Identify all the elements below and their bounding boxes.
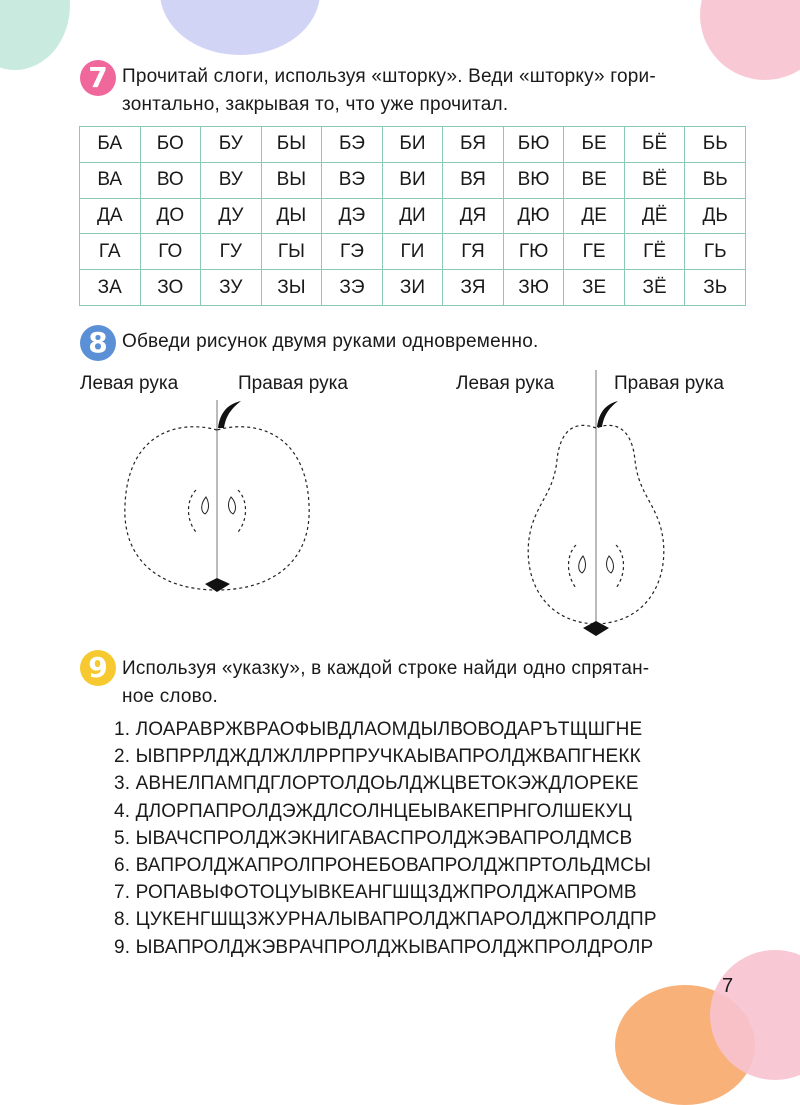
task7-line1: Прочитай слоги, используя «шторку». Веди «шторку» гори- [122,66,656,87]
syllable-cell: ГЫ [261,234,322,270]
syllable-cell: ГИ [382,234,443,270]
syllable-cell: БЯ [443,127,504,163]
decor-blob-green [0,0,70,70]
syllable-cell: ВИ [382,162,443,198]
syllable-cell: ДЯ [443,198,504,234]
syllable-cell: БИ [382,127,443,163]
syllable-cell: ЗЮ [503,270,564,306]
syllable-row [80,198,746,234]
syllable-cell: БЫ [261,127,322,163]
syllable-cell: БЕ [564,127,625,163]
syllable-cell: ДЭ [322,198,383,234]
syllable-cell: ДЫ [261,198,322,234]
letter-line: 1. ЛОАРАВРЖВРАОФЫВДЛАОМДЫЛВОВОДАРЪТЩШГНЕ [114,719,643,740]
right-hand-label-2: Правая рука [614,373,724,394]
syllable-cell: ЗЬ [685,270,746,306]
syllable-cell: ЗЯ [443,270,504,306]
syllable-cell: ВО [140,162,201,198]
syllable-table [79,126,746,306]
syllable-cell: БЁ [624,127,685,163]
syllable-cell: ВЫ [261,162,322,198]
syllable-cell: ВЁ [624,162,685,198]
syllable-cell: ГА [80,234,141,270]
syllable-cell: ВЭ [322,162,383,198]
left-hand-label-1: Левая рука [80,373,179,394]
syllable-cell: ГЭ [322,234,383,270]
syllable-cell: ВЕ [564,162,625,198]
syllable-cell: ГУ [201,234,262,270]
syllable-cell: ГЬ [685,234,746,270]
syllable-cell: БА [80,127,141,163]
syllable-cell: ВУ [201,162,262,198]
letter-line: 3. АВНЕЛПАМПДГЛОРТОЛДОЬЛДЖЦВЕТОКЭЖДЛОРЕКЕ [114,773,639,795]
task7-instruction [122,63,742,119]
page-number: 7 [722,975,734,997]
letter-line: 6. ВАПРОЛДЖАПРОЛПРОНЕБОВАПРОЛДЖПРТОЛЬДМСЫ [114,855,652,877]
letter-line: 5. ЫВАЧСПРОЛДЖЭКНИГАВАСПРОЛДЖЭВАПРОЛДМСВ [114,827,633,849]
right-hand-label-1: Правая рука [238,373,348,394]
syllable-cell: ЗУ [201,270,262,306]
letter-line: 7. РОПАВЫФОТОЦУЫВКЕАНГШЩЗДЖПРОЛДЖАПРОМВ [114,882,637,904]
syllable-cell: ЗИ [382,270,443,306]
syllable-cell: ВЮ [503,162,564,198]
task9-instruction [122,655,742,711]
letter-line: 4. ДЛОРПАПРОЛДЭЖДЛСОЛНЦЕЫВАКЕПРНГОЛШЕКУЦ [114,800,633,822]
syllable-cell: БЮ [503,127,564,163]
syllable-row [80,127,746,163]
syllable-cell: ЗЫ [261,270,322,306]
syllable-cell: ГЯ [443,234,504,270]
syllable-cell: ГЁ [624,234,685,270]
syllable-row [80,234,746,270]
task9-line1: Используя «указку», в каждой строке найди одно спрятан- [122,658,650,679]
syllable-cell: ДЮ [503,198,564,234]
task8-number-badge: 8 [80,325,116,361]
syllable-cell: ВА [80,162,141,198]
syllable-cell: ГО [140,234,201,270]
syllable-cell: ДЁ [624,198,685,234]
syllable-cell: ГЮ [503,234,564,270]
task7-number-badge: 7 [80,60,116,96]
left-hand-label-2: Левая рука [456,373,555,394]
syllable-cell: ЗА [80,270,141,306]
syllable-cell: ВЯ [443,162,504,198]
syllable-cell: ЗЁ [624,270,685,306]
syllable-cell: БЭ [322,127,383,163]
letter-line: 8. ЦУКЕНГШЩЗЖУРНАЛЫВАПРОЛДЖПАРОЛДЖПРОЛДПР [114,909,657,931]
task9-line2: ное слово. [122,686,218,707]
syllable-cell: ЗО [140,270,201,306]
syllable-cell: ГЕ [564,234,625,270]
syllable-cell: ДИ [382,198,443,234]
syllable-row [80,162,746,198]
decor-blob-blue [160,0,320,55]
letter-line: 9. ЫВАПРОЛДЖЭВРАЧПРОЛДЖЫВАПРОЛДЖПРОЛДРОЛР [114,936,654,958]
syllable-cell: ДЬ [685,198,746,234]
syllable-cell: ДЕ [564,198,625,234]
syllable-cell: ЗЕ [564,270,625,306]
syllable-cell: БУ [201,127,262,163]
task7-line2: зонтально, закрывая то, что уже прочитал. [122,94,509,115]
syllable-cell: ВЬ [685,162,746,198]
hidden-words-list [114,716,657,961]
syllable-cell: БЬ [685,127,746,163]
task9-number-badge: 9 [80,650,116,686]
task8-instruction: Обведи рисунок двумя руками одновременно. [122,331,539,352]
syllable-row [80,270,746,306]
syllable-cell: ЗЭ [322,270,383,306]
letter-line: 2. ЫВПРРЛДЖДЛЖЛЛРРПРУЧКАЫВАПРОЛДЖВАПГНЕКК [114,746,641,768]
syllable-cell: ДА [80,198,141,234]
syllable-cell: БО [140,127,201,163]
syllable-cell: ДУ [201,198,262,234]
syllable-cell: ДО [140,198,201,234]
